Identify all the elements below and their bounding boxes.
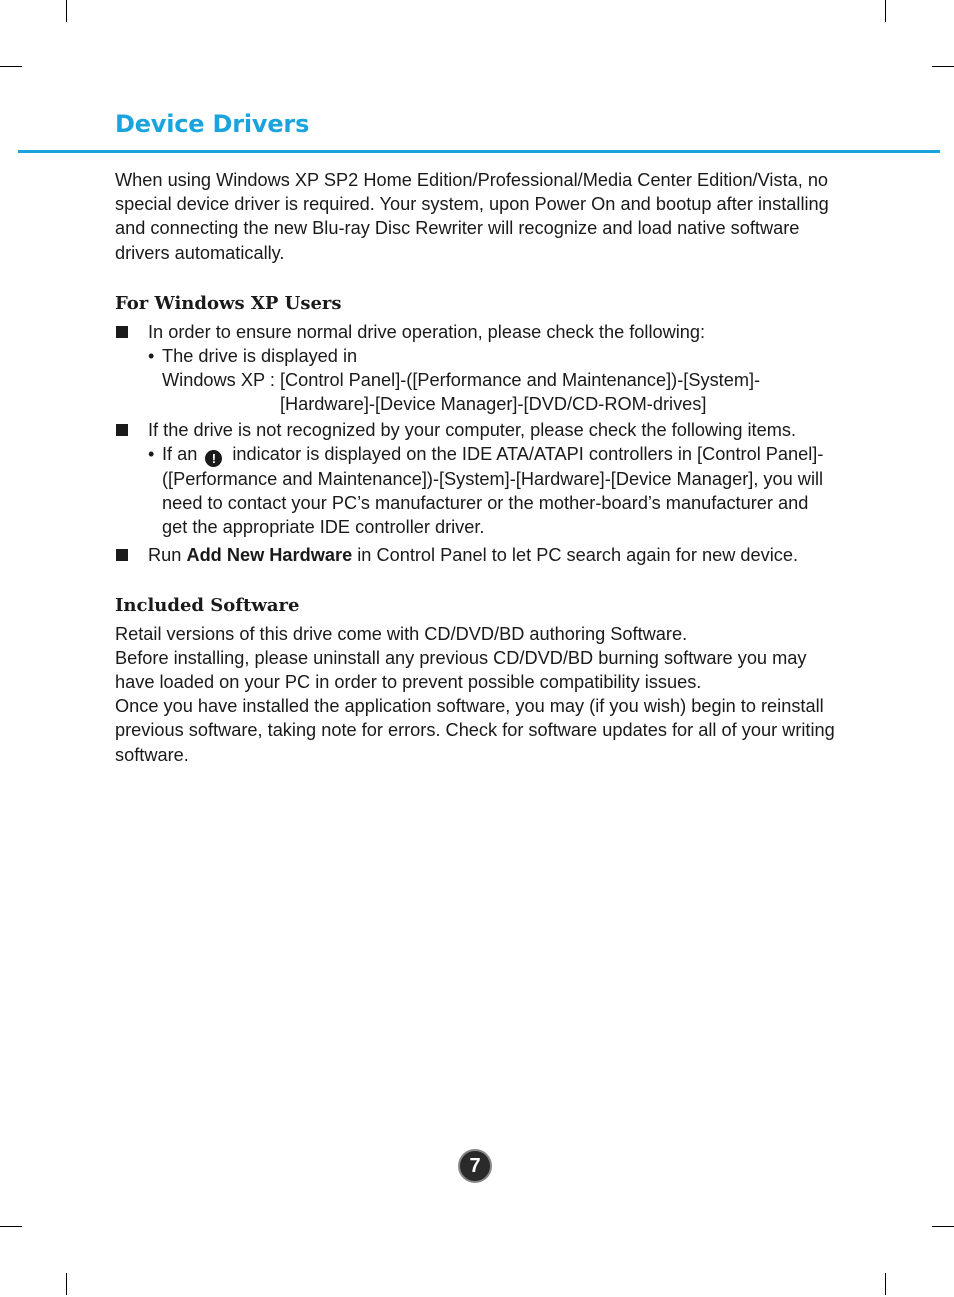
crop-mark — [932, 1226, 954, 1227]
software-section — [115, 594, 835, 767]
xp-section-heading: For Windows XP Users — [115, 292, 342, 314]
item1-text: In order to ensure normal drive operation, please check the following: — [148, 321, 706, 342]
software-line-1: Retail versions of this drive come with CD/DVD/BD authoring Software. — [115, 623, 688, 644]
item2-text: If the drive is not recognized by your computer, please check the following items. — [148, 419, 797, 440]
add-new-hardware-label: Add New Hardware — [186, 545, 353, 566]
item1-bullet-text: The drive is displayed in — [162, 346, 358, 367]
list-item — [115, 418, 835, 442]
crop-mark — [932, 66, 954, 67]
path-line-1: [Control Panel]-([Performance and Maintenance])-[System]- — [279, 370, 761, 391]
crop-mark — [0, 1226, 22, 1227]
page-content — [115, 168, 835, 767]
square-bullet-icon — [116, 326, 128, 338]
exclamation-warning-icon: ! — [205, 450, 222, 467]
crop-mark — [885, 1273, 886, 1295]
list-item — [115, 543, 835, 567]
sub-bullet — [115, 442, 835, 540]
path-line-2: [Hardware]-[Device Manager]-[DVD/CD-ROM-drives] — [279, 394, 707, 415]
crop-mark — [66, 1273, 67, 1295]
crop-mark — [885, 0, 886, 22]
square-bullet-icon — [116, 424, 128, 436]
square-bullet-icon — [116, 549, 128, 561]
control-panel-path — [115, 368, 835, 416]
dot-bullet-icon: • — [148, 443, 155, 464]
item3-post: in Control Panel to let PC search again for new device. — [357, 545, 799, 566]
item3-pre: Run — [148, 545, 182, 566]
crop-mark — [0, 66, 22, 67]
dot-bullet-icon: • — [148, 346, 155, 367]
software-section-heading: Included Software — [115, 594, 300, 616]
item2-bullet-post: indicator is displayed on the IDE ATA/ATAPI controllers in [Control Panel]-([Performance and Maintenance])-[System]-[Hardware]-[Device Manager], you will need to contact your PC’s manufacturer or the mother-board’s manufacturer and get the appropriate IDE controller driver. — [162, 443, 824, 538]
page-number: 7 — [458, 1149, 492, 1183]
path-label: Windows XP : — [162, 370, 280, 391]
software-line-3: Once you have installed the application software, you may (if you wish) begin to reinstall previous software, taking note for errors. Check for software updates for all of your writing software. — [115, 696, 835, 765]
software-line-2: Before installing, please uninstall any previous CD/DVD/BD burning software you may have loaded on your PC in order to prevent possible compatibility issues. — [115, 647, 807, 693]
sub-bullet — [115, 344, 835, 368]
page-title: Device Drivers — [115, 110, 310, 138]
intro-paragraph: When using Windows XP SP2 Home Edition/Professional/Media Center Edition/Vista, no special device driver is required. Your system, upon Power On and bootup after installing and connecting the new Blu-ray Disc Rewriter will recognize and load native software drivers automatically. — [115, 170, 829, 263]
crop-mark — [66, 0, 67, 22]
title-rule — [18, 150, 940, 153]
list-item — [115, 320, 835, 344]
item2-bullet-pre: If an — [162, 443, 198, 464]
